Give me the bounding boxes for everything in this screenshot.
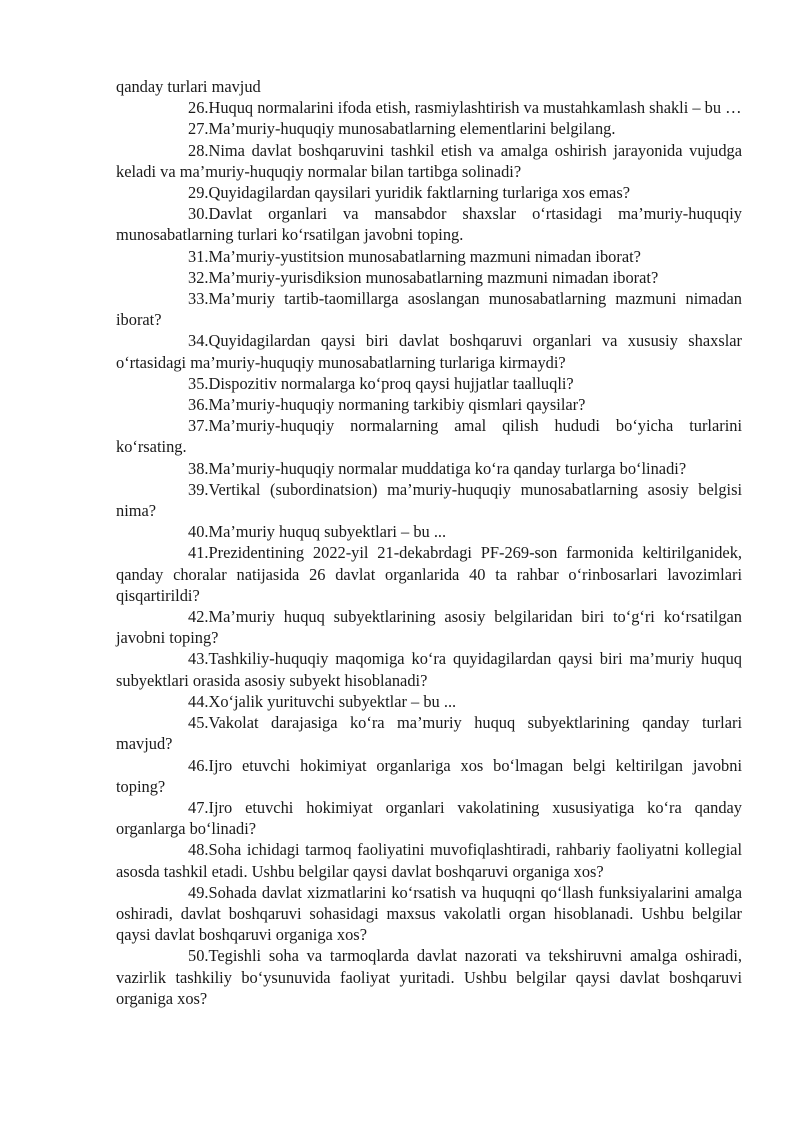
question-number: 38. [188,458,209,478]
question-item [116,839,742,881]
question-text: Ijro etuvchi hokimiyat organlari vakolatining xususiyatiga ko‘ra qanday organlarga bo‘linadi? [116,797,742,839]
question-item [116,394,742,415]
question-number: 34. [188,331,209,351]
question-number: 30. [188,204,209,224]
question-item [116,288,742,330]
question-number: 33. [188,289,209,309]
question-number: 29. [188,183,209,203]
question-item [116,945,742,1009]
question-item [116,246,742,267]
question-item [116,542,742,606]
question-number: 31. [188,246,209,266]
question-text: Dispozitiv normalarga ko‘proq qaysi hujjatlar taalluqli? [208,373,574,393]
question-item [116,712,742,754]
question-text: Soha ichidagi tarmoq faoliyatini muvofiqlashtiradi, rahbariy faoliyatni kollegial asosda tashkil etadi. Ushbu belgilar qaysi davlat boshqaruvi organiga xos? [116,840,742,881]
question-text: Ma’muriy-huquqiy normalar muddatiga ko‘ra qanday turlarga bo‘linadi? [208,458,687,478]
question-text: Ma’muriy-huquqiy normaning tarkibiy qismlari qaysilar? [208,395,586,415]
question-number: 32. [188,267,209,287]
question-item [116,415,742,457]
question-text: Ma’muriy tartib-taomillarga asoslangan munosabatlarning mazmuni nimadan iborat? [116,289,742,330]
question-item [116,373,742,394]
question-text: Ma’muriy-huquqiy munosabatlarning elementlarini belgilang. [208,119,616,139]
question-text: Tashkiliy-huquqiy maqomiga ko‘ra quyidagilardan qaysi biri ma’muriy huquq subyektlari orasida asosiy subyekt hisoblanadi? [116,649,742,690]
question-number: 50. [188,946,209,966]
question-text: Huquq normalarini ifoda etish, rasmiylashtirish va mustahkamlash shakli – bu … [208,98,742,118]
question-text: Ma’muriy-huquqiy normalarning amal qilish hududi bo‘yicha turlarini ko‘rsating. [116,416,742,457]
question-text: Ijro etuvchi hokimiyat organlariga xos bo‘lmagan belgi keltirilgan javobni toping? [116,755,742,796]
question-text: Quyidagilardan qaysilari yuridik faktlarning turlariga xos emas? [208,183,630,203]
question-item [116,882,742,946]
question-number: 45. [188,713,209,733]
question-text: Ma’muriy-yustitsion munosabatlarning mazmuni nimadan iborat? [208,246,641,266]
question-text: Sohada davlat xizmatlarini ko‘rsatish va huquqni qo‘llash funksiyalarini amalga oshiradi, davlat boshqaruvi sohasidagi maxsus vakolatli organ hisoblanadi. Ushbu belgilar qaysi davlat boshqaruvi organiga xos? [116,882,742,945]
question-item [116,97,742,118]
question-number: 28. [188,140,209,160]
question-item [116,648,742,690]
question-text: Tegishli soha va tarmoqlarda davlat nazorati va tekshiruvni amalga oshiradi, vazirlik tashkiliy bo‘ysunuvida faoliyat yuritadi. Ushbu belgilar qaysi davlat boshqaruvi organiga xos? [116,946,742,1008]
question-item [116,267,742,288]
question-number: 42. [188,607,209,627]
question-number: 37. [188,416,209,436]
question-number: 26. [188,98,209,118]
question-text: Vakolat darajasiga ko‘ra ma’muriy huquq subyektlarining qanday turlari mavjud? [116,713,742,754]
question-text: Xo‘jalik yurituvchi subyektlar – bu ... [208,691,457,711]
question-number: 40. [188,522,209,542]
question-number: 46. [188,755,209,775]
question-item [116,330,742,372]
question-number: 43. [188,649,209,669]
question-text: Quyidagilardan qaysi biri davlat boshqaruvi organlari va xususiy shaxslar o‘rtasidagi ma’muriy-huquqiy munosabatlarning turlariga kirmaydi? [116,331,742,372]
question-list [116,97,742,1009]
question-number: 41. [188,543,209,563]
question-number: 48. [188,840,209,860]
question-item [116,140,742,182]
question-item [116,203,742,245]
question-number: 49. [188,882,209,902]
question-item [116,118,742,139]
question-text: Nima davlat boshqaruvini tashkil etish va amalga oshirish jarayonida vujudga keladi va ma’muriy-huquqiy normalar bilan tartibga solinadi? [116,140,742,181]
question-item [116,458,742,479]
question-number: 44. [188,691,209,711]
document-page [116,76,742,1009]
question-item [116,691,742,712]
question-number: 35. [188,373,209,393]
question-text: Davlat organlari va mansabdor shaxslar o‘rtasidagi ma’muriy-huquqiy munosabatlarning turlari ko‘rsatilgan javobni toping. [116,204,742,245]
question-item [116,182,742,203]
question-item [116,797,742,839]
question-text: Ma’muriy huquq subyektlarining asosiy belgilaridan biri to‘g‘ri ko‘rsatilgan javobni toping? [116,607,742,648]
question-number: 47. [188,797,209,817]
question-text: Prezidentining 2022-yil 21-dekabrdagi PF-269-son farmonida keltirilganidek, qanday choralar natijasida 26 davlat organlarida 40 ta rahbar o‘rinbosarlari lavozimlari qisqartirildi? [116,543,742,605]
question-number: 27. [188,119,209,139]
question-item [116,755,742,797]
question-text: Ma’muriy-yurisdiksion munosabatlarning mazmuni nimadan iborat? [208,267,659,287]
continuation-text: qanday turlari mavjud [116,77,261,96]
question-number: 39. [188,479,209,499]
question-text: Vertikal (subordinatsion) ma’muriy-huquqiy munosabatlarning asosiy belgisi nima? [116,479,742,521]
question-text: Ma’muriy huquq subyektlari – bu ... [208,522,447,542]
question-item [116,479,742,521]
question-item [116,521,742,542]
question-number: 36. [188,395,209,415]
question-item [116,606,742,648]
